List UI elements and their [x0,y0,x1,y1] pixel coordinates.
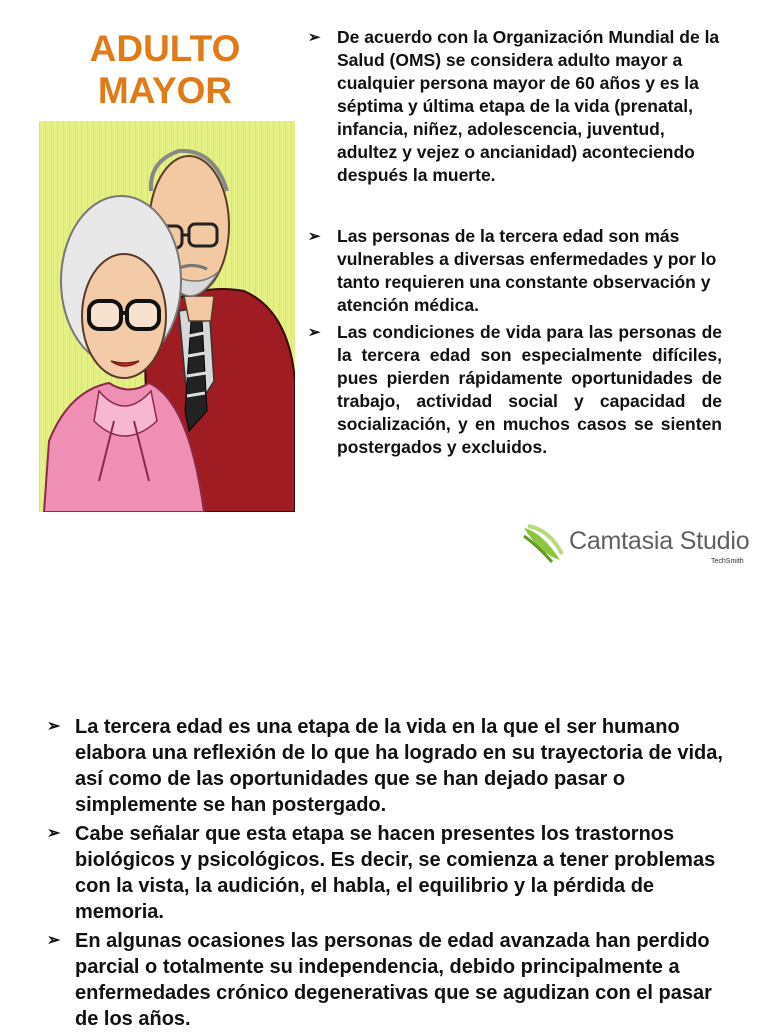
bullet-text: Las personas de la tercera edad son más vulnerables a diversas enfermedades y por lo tanto requieren una constante observación y atención médica. [337,226,717,315]
elderly-couple-illustration [39,121,295,512]
bottom-bullet-list [47,714,737,1032]
list-item [308,321,722,459]
list-item [47,821,737,925]
title-line-2: MAYOR [97,70,233,111]
bullet-text: De acuerdo con la Organización Mundial de la Salud (OMS) se considera adulto mayor a cualquier persona mayor de 60 años y es la séptima y última etapa de la vida (prenatal, infancia, niñez, adolescencia, juventud, adultez y vejez o ancianidad) aconteciendo después la muerte. [337,27,720,185]
bullet-text: La tercera edad es una etapa de la vida en la que el ser humano elabora una reflexión de lo que ha logrado en su trayectoria de vida, así como de las oportunidades que se han dejado pasar o simplemente se han postergado. [75,716,723,816]
top-bullet-list [308,26,722,459]
bullet-text: Cabe señalar que esta etapa se hacen presentes los trastornos biológicos y psicológicos. Es decir, se comienza a tener problemas con la vista, la audición, el habla, el equilibrio y la pérdida de memoria. [75,823,716,923]
arrow-bullet-icon: ➢ [47,825,61,842]
list-item [308,26,722,187]
camtasia-logo-icon [522,524,564,564]
list-item [47,928,737,1032]
list-item [308,225,722,317]
camtasia-watermark [522,522,762,570]
arrow-bullet-icon: ➢ [47,932,61,949]
arrow-bullet-icon: ➢ [47,718,61,735]
logo-name: Camtasia Studio [569,527,750,555]
elderly-couple-drawing [39,121,295,512]
page-title [40,28,290,112]
arrow-bullet-icon: ➢ [308,228,321,245]
arrow-bullet-icon: ➢ [308,29,321,46]
logo-maker: TechSmith [711,558,744,565]
bullet-text: En algunas ocasiones las personas de edad avanzada han perdido parcial o totalmente su independencia, debido principalmente a enfermedades crónico degenerativas que se agudizan con el pasar de los años. [75,930,712,1030]
bullet-text: Las condiciones de vida para las personas de la tercera edad son especialmente difíciles, pues pierden rápidamente oportunidades de trabajo, actividad social y capacidad de socialización, y en muchos casos se sienten postergados y excluidos. [337,322,722,457]
arrow-bullet-icon: ➢ [308,324,321,341]
title-line-1: ADULTO [89,28,241,69]
list-item [47,714,737,818]
